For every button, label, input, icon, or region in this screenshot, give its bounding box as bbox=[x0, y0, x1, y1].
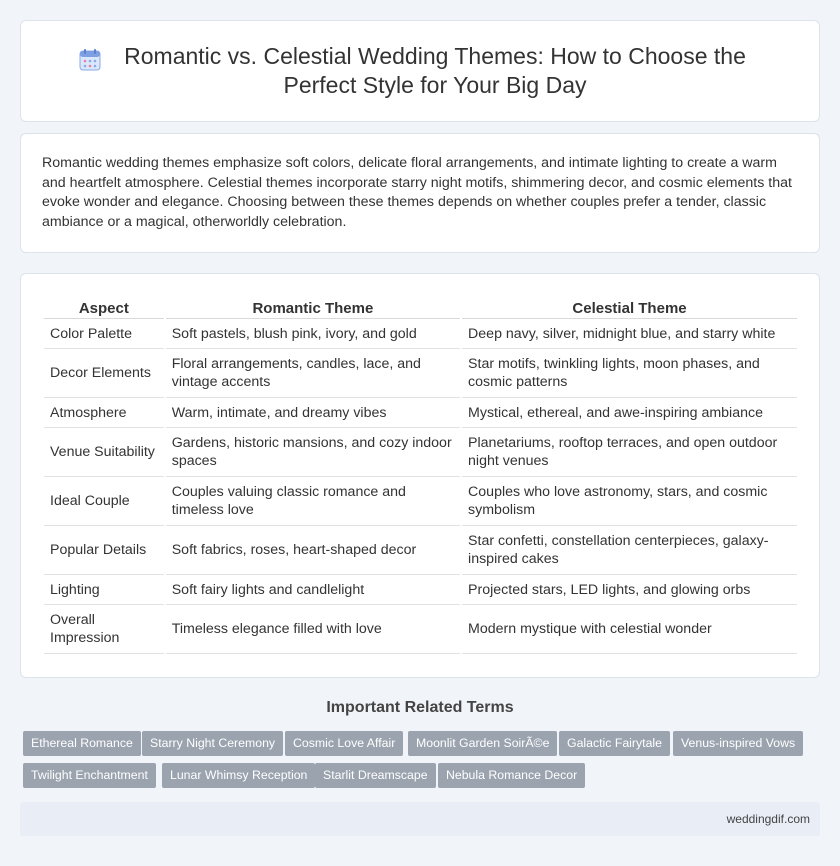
celestial-cell: Modern mystique with celestial wonder bbox=[462, 605, 797, 654]
related-term-tag[interactable]: Nebula Romance Decor bbox=[438, 763, 585, 788]
intro-paragraph: Romantic wedding themes emphasize soft colors, delicate floral arrangements, and intimate lighting to create a warm and heartfelt atmosphere. Celestial themes incorporate starry night motifs, shimmering decor, and cosmic elements that evoke wonder and elegance. Choosing between these themes depends on whether couples prefer a tender, classic ambiance or a magical, otherworldly celebration. bbox=[42, 155, 792, 230]
celestial-cell: Deep navy, silver, midnight blue, and starry white bbox=[462, 319, 797, 349]
related-term-tag[interactable]: Cosmic Love Affair bbox=[285, 731, 403, 756]
related-term-tag[interactable]: Twilight Enchantment bbox=[23, 763, 156, 788]
table-row bbox=[44, 575, 797, 605]
romantic-cell: Couples valuing classic romance and timeless love bbox=[166, 477, 460, 526]
related-term-tag[interactable]: Starlit Dreamscape bbox=[315, 763, 436, 788]
related-term-tag[interactable]: Moonlit Garden SoirÃ©e bbox=[408, 731, 557, 756]
romantic-cell: Floral arrangements, candles, lace, and vintage accents bbox=[166, 349, 460, 398]
celestial-cell: Star motifs, twinkling lights, moon phases, and cosmic patterns bbox=[462, 349, 797, 398]
comparison-table bbox=[42, 295, 799, 654]
table-row bbox=[44, 605, 797, 654]
header-card bbox=[20, 20, 820, 122]
celestial-cell: Star confetti, constellation centerpieces, galaxy-inspired cakes bbox=[462, 526, 797, 575]
romantic-cell: Warm, intimate, and dreamy vibes bbox=[166, 398, 460, 428]
aspect-cell: Atmosphere bbox=[44, 398, 164, 428]
table-row bbox=[44, 349, 797, 398]
romantic-cell: Soft fabrics, roses, heart-shaped decor bbox=[166, 526, 460, 575]
related-term-tag[interactable]: Galactic Fairytale bbox=[559, 731, 670, 756]
celestial-cell: Planetariums, rooftop terraces, and open outdoor night venues bbox=[462, 428, 797, 477]
header-aspect: Aspect bbox=[44, 295, 164, 319]
header-celestial: Celestial Theme bbox=[462, 295, 797, 319]
header-romantic: Romantic Theme bbox=[166, 295, 460, 319]
table-row bbox=[44, 398, 797, 428]
footer-site-name[interactable]: weddingdif.com bbox=[726, 812, 810, 826]
comparison-card bbox=[20, 273, 820, 678]
table-header-row bbox=[44, 295, 797, 319]
related-term-tag[interactable]: Venus-inspired Vows bbox=[673, 731, 803, 756]
table-row bbox=[44, 428, 797, 477]
romantic-cell: Soft pastels, blush pink, ivory, and gold bbox=[166, 319, 460, 349]
celestial-cell: Couples who love astronomy, stars, and cosmic symbolism bbox=[462, 477, 797, 526]
aspect-cell: Popular Details bbox=[44, 526, 164, 575]
aspect-cell: Decor Elements bbox=[44, 349, 164, 398]
table-row bbox=[44, 319, 797, 349]
romantic-cell: Gardens, historic mansions, and cozy indoor spaces bbox=[166, 428, 460, 477]
romantic-cell: Timeless elegance filled with love bbox=[166, 605, 460, 654]
table-row bbox=[44, 526, 797, 575]
romantic-cell: Soft fairy lights and candlelight bbox=[166, 575, 460, 605]
related-term-tag[interactable]: Ethereal Romance bbox=[23, 731, 141, 756]
related-terms-title: Important Related Terms bbox=[326, 699, 514, 716]
related-term-tag[interactable]: Starry Night Ceremony bbox=[142, 731, 283, 756]
intro-card bbox=[20, 133, 820, 253]
related-term-tag[interactable]: Lunar Whimsy Reception bbox=[162, 763, 315, 788]
table-row bbox=[44, 477, 797, 526]
celestial-cell: Mystical, ethereal, and awe-inspiring ambiance bbox=[462, 398, 797, 428]
aspect-cell: Overall Impression bbox=[44, 605, 164, 654]
footer bbox=[20, 802, 820, 836]
aspect-cell: Color Palette bbox=[44, 319, 164, 349]
aspect-cell: Venue Suitability bbox=[44, 428, 164, 477]
aspect-cell: Ideal Couple bbox=[44, 477, 164, 526]
celestial-cell: Projected stars, LED lights, and glowing orbs bbox=[462, 575, 797, 605]
page-title: Romantic vs. Celestial Wedding Themes: How to Choose the Perfect Style for Your Big Day bbox=[124, 43, 746, 98]
aspect-cell: Lighting bbox=[44, 575, 164, 605]
